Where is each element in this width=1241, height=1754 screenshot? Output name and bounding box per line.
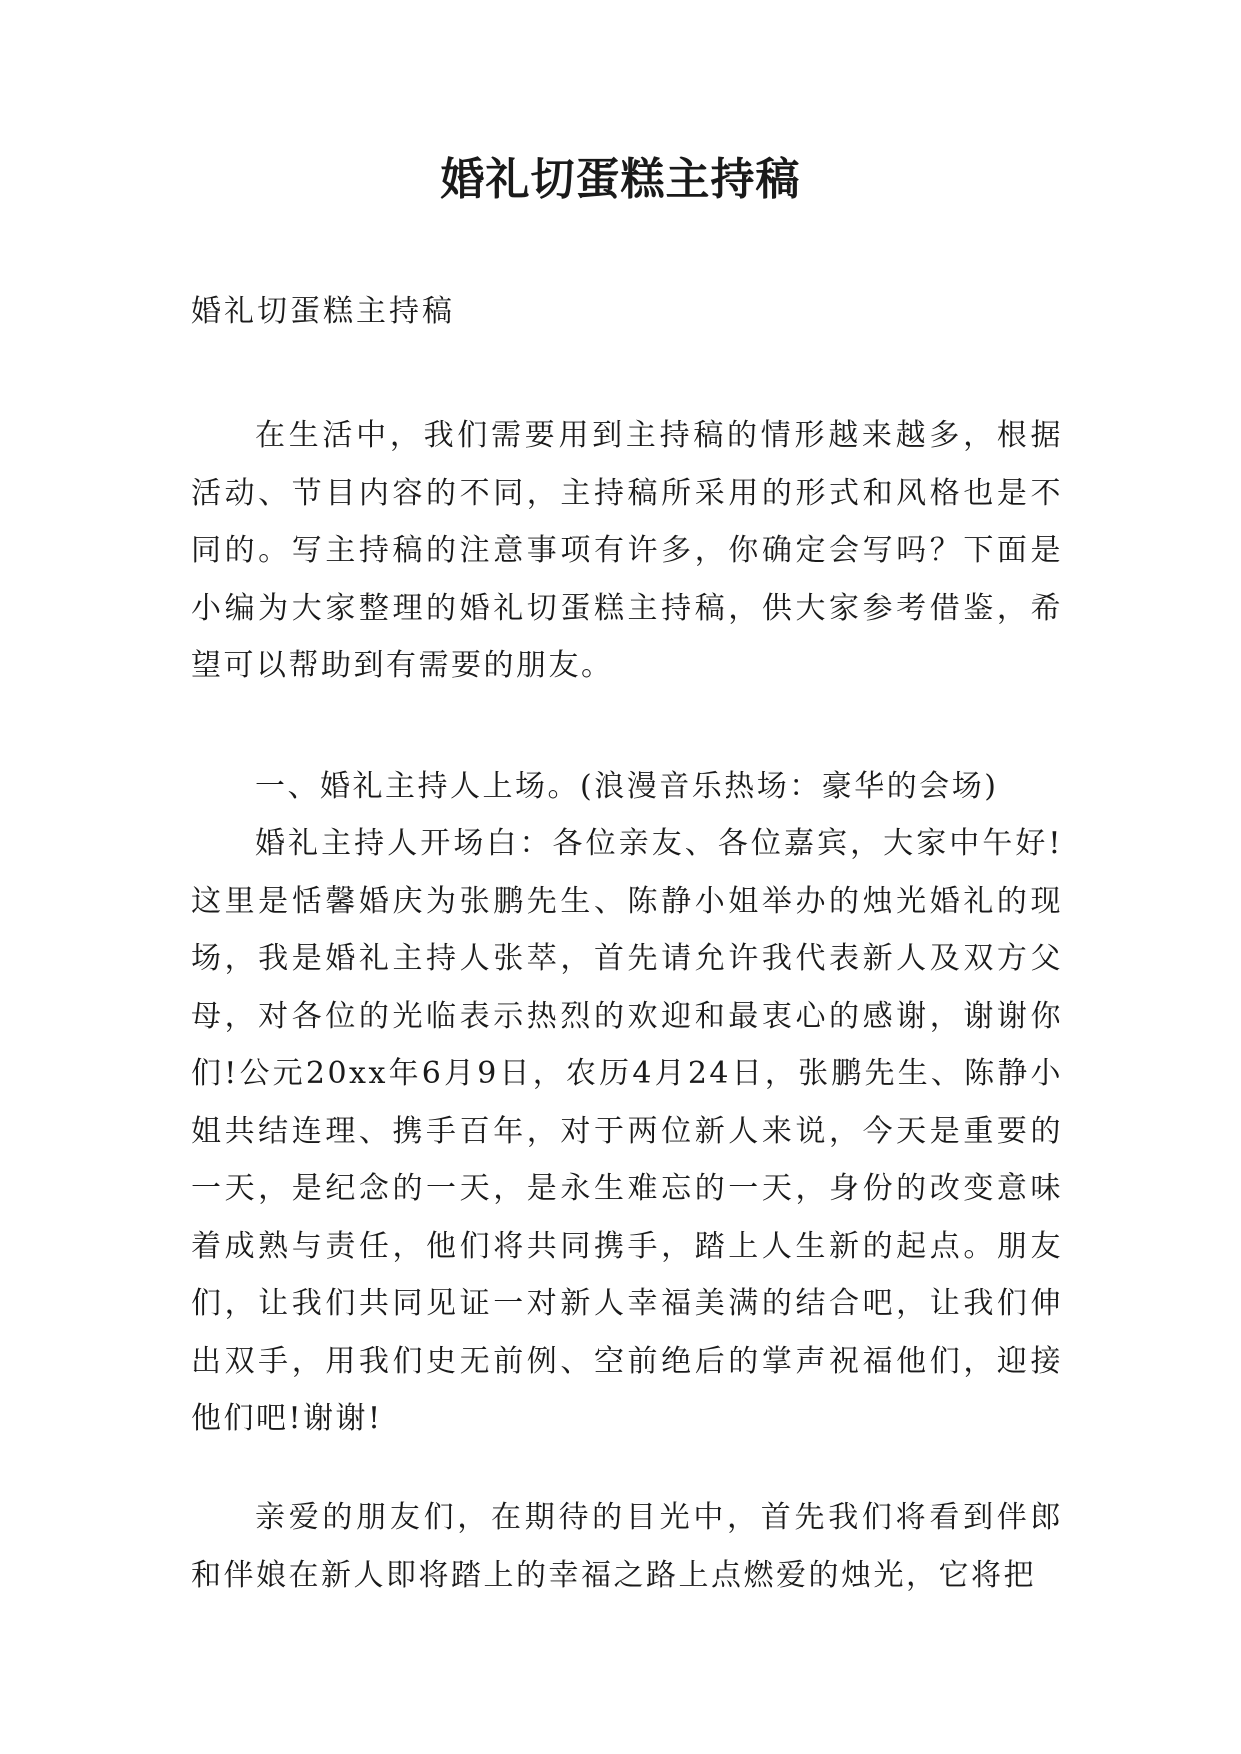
document-title: 婚礼切蛋糕主持稿 xyxy=(440,154,801,205)
opening-speech-paragraph: 婚礼主持人开场白：各位亲友、各位嘉宾，大家中午好!这里是恬馨婚庆为张鹏先生、陈静小姐举办的烛光婚礼的现场，我是婚礼主持人张萃，首先请允许我代表新人及双方父母，对各位的光临表示热烈的欢迎和最衷心的感谢，谢谢你们!公元20xx年6月9日，农历4月24日，张鹏先生、陈静小姐共结连理、携手百年，对于两位新人来说，今天是重要的一天，是纪念的一天，是永生难忘的一天，身份的改变意味着成熟与责任，他们将共同携手，踏上人生新的起点。朋友们，让我们共同见证一对新人幸福美满的结合吧，让我们伸出双手，用我们史无前例、空前绝后的掌声祝福他们，迎接他们吧!谢谢! xyxy=(191,826,1063,1436)
section-heading: 一、婚礼主持人上场。(浪漫音乐热场：豪华的会场) xyxy=(255,769,999,804)
candle-lighting-paragraph: 亲爱的朋友们，在期待的目光中，首先我们将看到伴郎和伴娘在新人即将踏上的幸福之路上点燃爱的烛光，它将把 xyxy=(191,1500,1063,1593)
document-subtitle: 婚礼切蛋糕主持稿 xyxy=(191,294,455,329)
intro-paragraph: 在生活中，我们需要用到主持稿的情形越来越多，根据活动、节目内容的不同，主持稿所采用的形式和风格也是不同的。写主持稿的注意事项有许多，你确定会写吗？下面是小编为大家整理的婚礼切蛋糕主持稿，供大家参考借鉴，希望可以帮助到有需要的朋友。 xyxy=(191,418,1063,683)
